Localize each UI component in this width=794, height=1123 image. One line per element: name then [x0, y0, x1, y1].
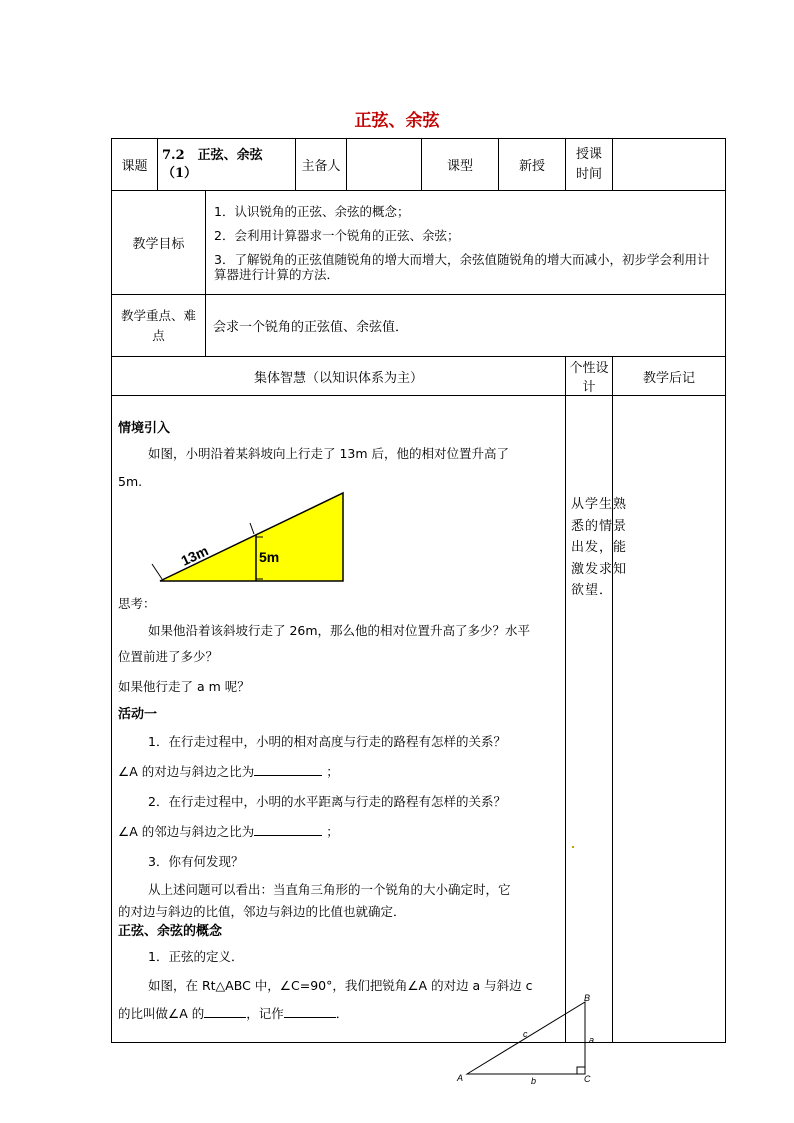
header-row [112, 139, 726, 191]
definition-blank-2 [284, 1006, 336, 1018]
side-a: a [589, 1035, 595, 1045]
design-cell [566, 396, 628, 1043]
activity-heading: 活动一 [118, 707, 158, 722]
definition-blank-1 [204, 1006, 246, 1018]
columns-header-row [112, 357, 726, 396]
answer-2-blank [254, 824, 322, 836]
intro-line1: 如图，小明沿着某斜坡向上行走了 13m 后，他的相对位置升高了 [148, 446, 510, 461]
hyp-label: 13m [178, 542, 211, 569]
preparer-value [347, 139, 422, 191]
answer-2-end: ； [326, 824, 339, 839]
goals-list [206, 191, 726, 295]
preparer-label: 主备人 [296, 139, 347, 191]
reflection-column-header: 教学后记 [613, 357, 726, 396]
finding-line2: 的对边与斜边的比值，邻边与斜边的比值也就确定． [118, 904, 406, 919]
answer-1-blank [254, 764, 322, 776]
topic-value [158, 139, 296, 191]
goal-item: 1．认识锐角的正弦、余弦的概念； [214, 203, 410, 219]
content-row [112, 396, 726, 1043]
right-angle-mark [577, 1067, 585, 1074]
think-q1-line1: 如果他沿着该斜坡行走了 26m，那么他的相对位置升高了多少？水平 [148, 623, 531, 638]
height-label: 5m [259, 549, 280, 565]
answer-2-text: ∠A 的邻边与斜边之比为 [118, 824, 255, 839]
intro-heading: 情境引入 [118, 421, 171, 436]
goal-item: 2．会利用计算器求一个锐角的正弦、余弦； [214, 227, 460, 243]
question-2: 2．在行走过程中，小明的水平距离与行走的路程有怎样的关系？ [148, 794, 506, 809]
definition-line2-a: 的比叫做∠A 的 [118, 1006, 205, 1021]
content-cell [112, 396, 566, 1043]
keypoints-label-line1: 教学重点、难 [120, 307, 196, 323]
answer-2 [118, 822, 339, 840]
time-label-line2: 时间 [575, 166, 602, 182]
side-note: 从学生熟悉的情景出发，能激发求知欲望． [571, 497, 628, 598]
think-q2: 如果他行走了 a m 呢？ [118, 679, 250, 694]
design-column-header: 个性设计 [566, 357, 613, 396]
side-c: c [523, 1029, 528, 1039]
keypoints-row [112, 295, 726, 357]
definition-item: 1．正弦的定义． [148, 949, 244, 964]
vertex-c: C [584, 1074, 591, 1084]
keypoints-label [112, 295, 206, 357]
vertex-b: B [584, 993, 591, 1003]
answer-1-end: ； [326, 764, 339, 779]
hyp-tick-left [152, 564, 162, 579]
side-b: b [531, 1076, 537, 1086]
goal-item: 3．了解锐角的正弦值随锐角的增大而增大，余弦值随锐角的增大而减小，初步学会利用计算器进行计算的方法． [214, 251, 710, 282]
stray-dot [572, 846, 574, 848]
time-label-line1: 授课 [575, 146, 602, 162]
topic-value-line2: （1） [162, 165, 198, 181]
topic-label: 课题 [112, 139, 158, 191]
goals-label: 教学目标 [112, 191, 206, 295]
time-label [566, 139, 613, 191]
keypoints-value: 会求一个锐角的正弦值、余弦值． [206, 295, 726, 357]
type-value: 新授 [499, 139, 566, 191]
definition-line2-c: ． [335, 1006, 349, 1021]
answer-1-text: ∠A 的对边与斜边之比为 [118, 764, 255, 779]
definition-line2-b: ，记作 [246, 1006, 284, 1021]
right-triangle-figure [452, 990, 602, 1090]
intro-line2: 5m. [118, 474, 143, 489]
slope-triangle [160, 493, 343, 581]
question-1: 1．在行走过程中，小明的相对高度与行走的路程有怎样的关系？ [148, 734, 506, 749]
page-title: 正弦、余弦 [354, 111, 440, 131]
type-label: 课型 [422, 139, 499, 191]
finding-line1: 从上述问题可以看出：当直角三角形的一个锐角的大小确定时，它 [148, 882, 511, 897]
definition-line1: 如图，在 Rt△ABC 中，∠C=90°，我们把锐角∠A 的对边 a 与斜边 c [148, 978, 533, 993]
think-q1-line2: 位置前进了多少？ [118, 649, 219, 664]
definition-line2 [118, 1004, 348, 1022]
concept-heading: 正弦、余弦的概念 [118, 924, 223, 939]
answer-1 [118, 762, 339, 780]
topic-value-line1: 7.2 正弦、余弦 [162, 147, 263, 163]
main-column-header: 集体智慧（以知识体系为主） [112, 357, 566, 396]
hyp-tick-right [250, 523, 254, 534]
vertex-a: A [457, 1073, 464, 1083]
slope-figure [142, 488, 352, 588]
time-value [613, 139, 726, 191]
reflection-cell [613, 396, 726, 1043]
question-3: 3．你有何发现？ [148, 854, 244, 869]
think-label: 思考： [118, 596, 156, 611]
lesson-plan-table [111, 138, 726, 1043]
keypoints-label-line2: 点 [152, 327, 165, 343]
goals-row [112, 191, 726, 295]
